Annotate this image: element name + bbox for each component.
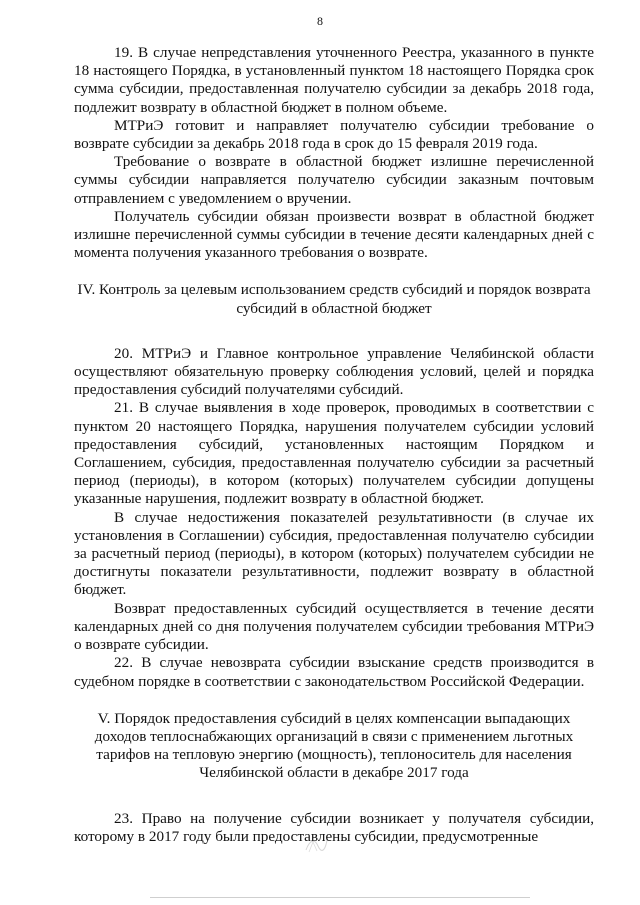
paragraph-21-indicators: В случае недостижения показателей результативности (в случае их установления в Соглашении) субсидия, предоставленная получателю субсидии за расчетный период (периоды), в котором (которых) получателем субсидии не достигнуты показатели результативности, подлежит возврату в областной бюджет. — [74, 508, 594, 599]
section-iv-heading: IV. Контроль за целевым использованием средств субсидий и порядок возврата субсидий в областной бюджет — [77, 281, 591, 317]
paragraph-19-return: Получатель субсидии обязан произвести возврат в областной бюджет излишне перечисленной суммы субсидии в течение десяти календарных дней с момента получения указанного требования о возврате. — [74, 207, 594, 262]
paragraph-22: 22. В случае невозврата субсидии взыскание средств производится в судебном порядке в соответствии с законодательством Российской Федерации. — [74, 654, 594, 690]
page-number: 8 — [317, 14, 323, 28]
paragraph-23: 23. Право на получение субсидии возникает у получателя субсидии, которому в 2017 году были предоставлены субсидии, предусмотренные — [74, 809, 594, 845]
paragraph-19-mailing: Требование о возврате в областной бюджет излишне перечисленной суммы субсидии направляется получателю субсидии заказным почтовым отправлением с уведомлением о вручении. — [74, 153, 594, 207]
paragraph-19: 19. В случае непредставления уточненного Реестра, указанного в пункте 18 настоящего Порядка, в установленный пунктом 18 настоящего Порядка срок сумма субсидии, предоставленная получателю субсидии за декабрь 2018 года, подлежит возврату в областной бюджет в полном объеме. — [74, 44, 594, 116]
footer-rule — [150, 897, 530, 898]
paragraph-21: 21. В случае выявления в ходе проверок, проводимых в соответствии с пунктом 20 настоящего Порядка, нарушения получателем субсидии условий предоставления субсидий, установленных настоящим Порядком и Соглашением, субсидия, предоставленная получателю субсидии за расчетный период (периоды), в котором (которых) получателем субсидии допущены указанные нарушения, подлежит возврату в областной бюджет. — [74, 399, 594, 508]
scan-stamp-mark — [303, 836, 329, 854]
section-v-heading: V. Порядок предоставления субсидий в целях компенсации выпадающих доходов теплоснабжающих организаций в связи с применением льготных тарифов на тепловую энергию (мощность), теплоноситель для населения Челябинской области в декабре 2017 года — [94, 709, 574, 782]
document-body — [74, 44, 594, 846]
paragraph-19-demand: МТРиЭ готовит и направляет получателю субсидии требование о возврате субсидии за декабрь 2018 года в срок до 15 февраля 2019 года. — [74, 116, 594, 153]
paragraph-20: 20. МТРиЭ и Главное контрольное управление Челябинской области осуществляют обязательную проверку соблюдения условий, целей и порядка предоставления субсидий получателями субсидий. — [74, 344, 594, 399]
paragraph-21-return: Возврат предоставленных субсидий осуществляется в течение десяти календарных дней со дня получения получателем субсидии требования МТРиЭ о возврате субсидии. — [74, 599, 594, 654]
